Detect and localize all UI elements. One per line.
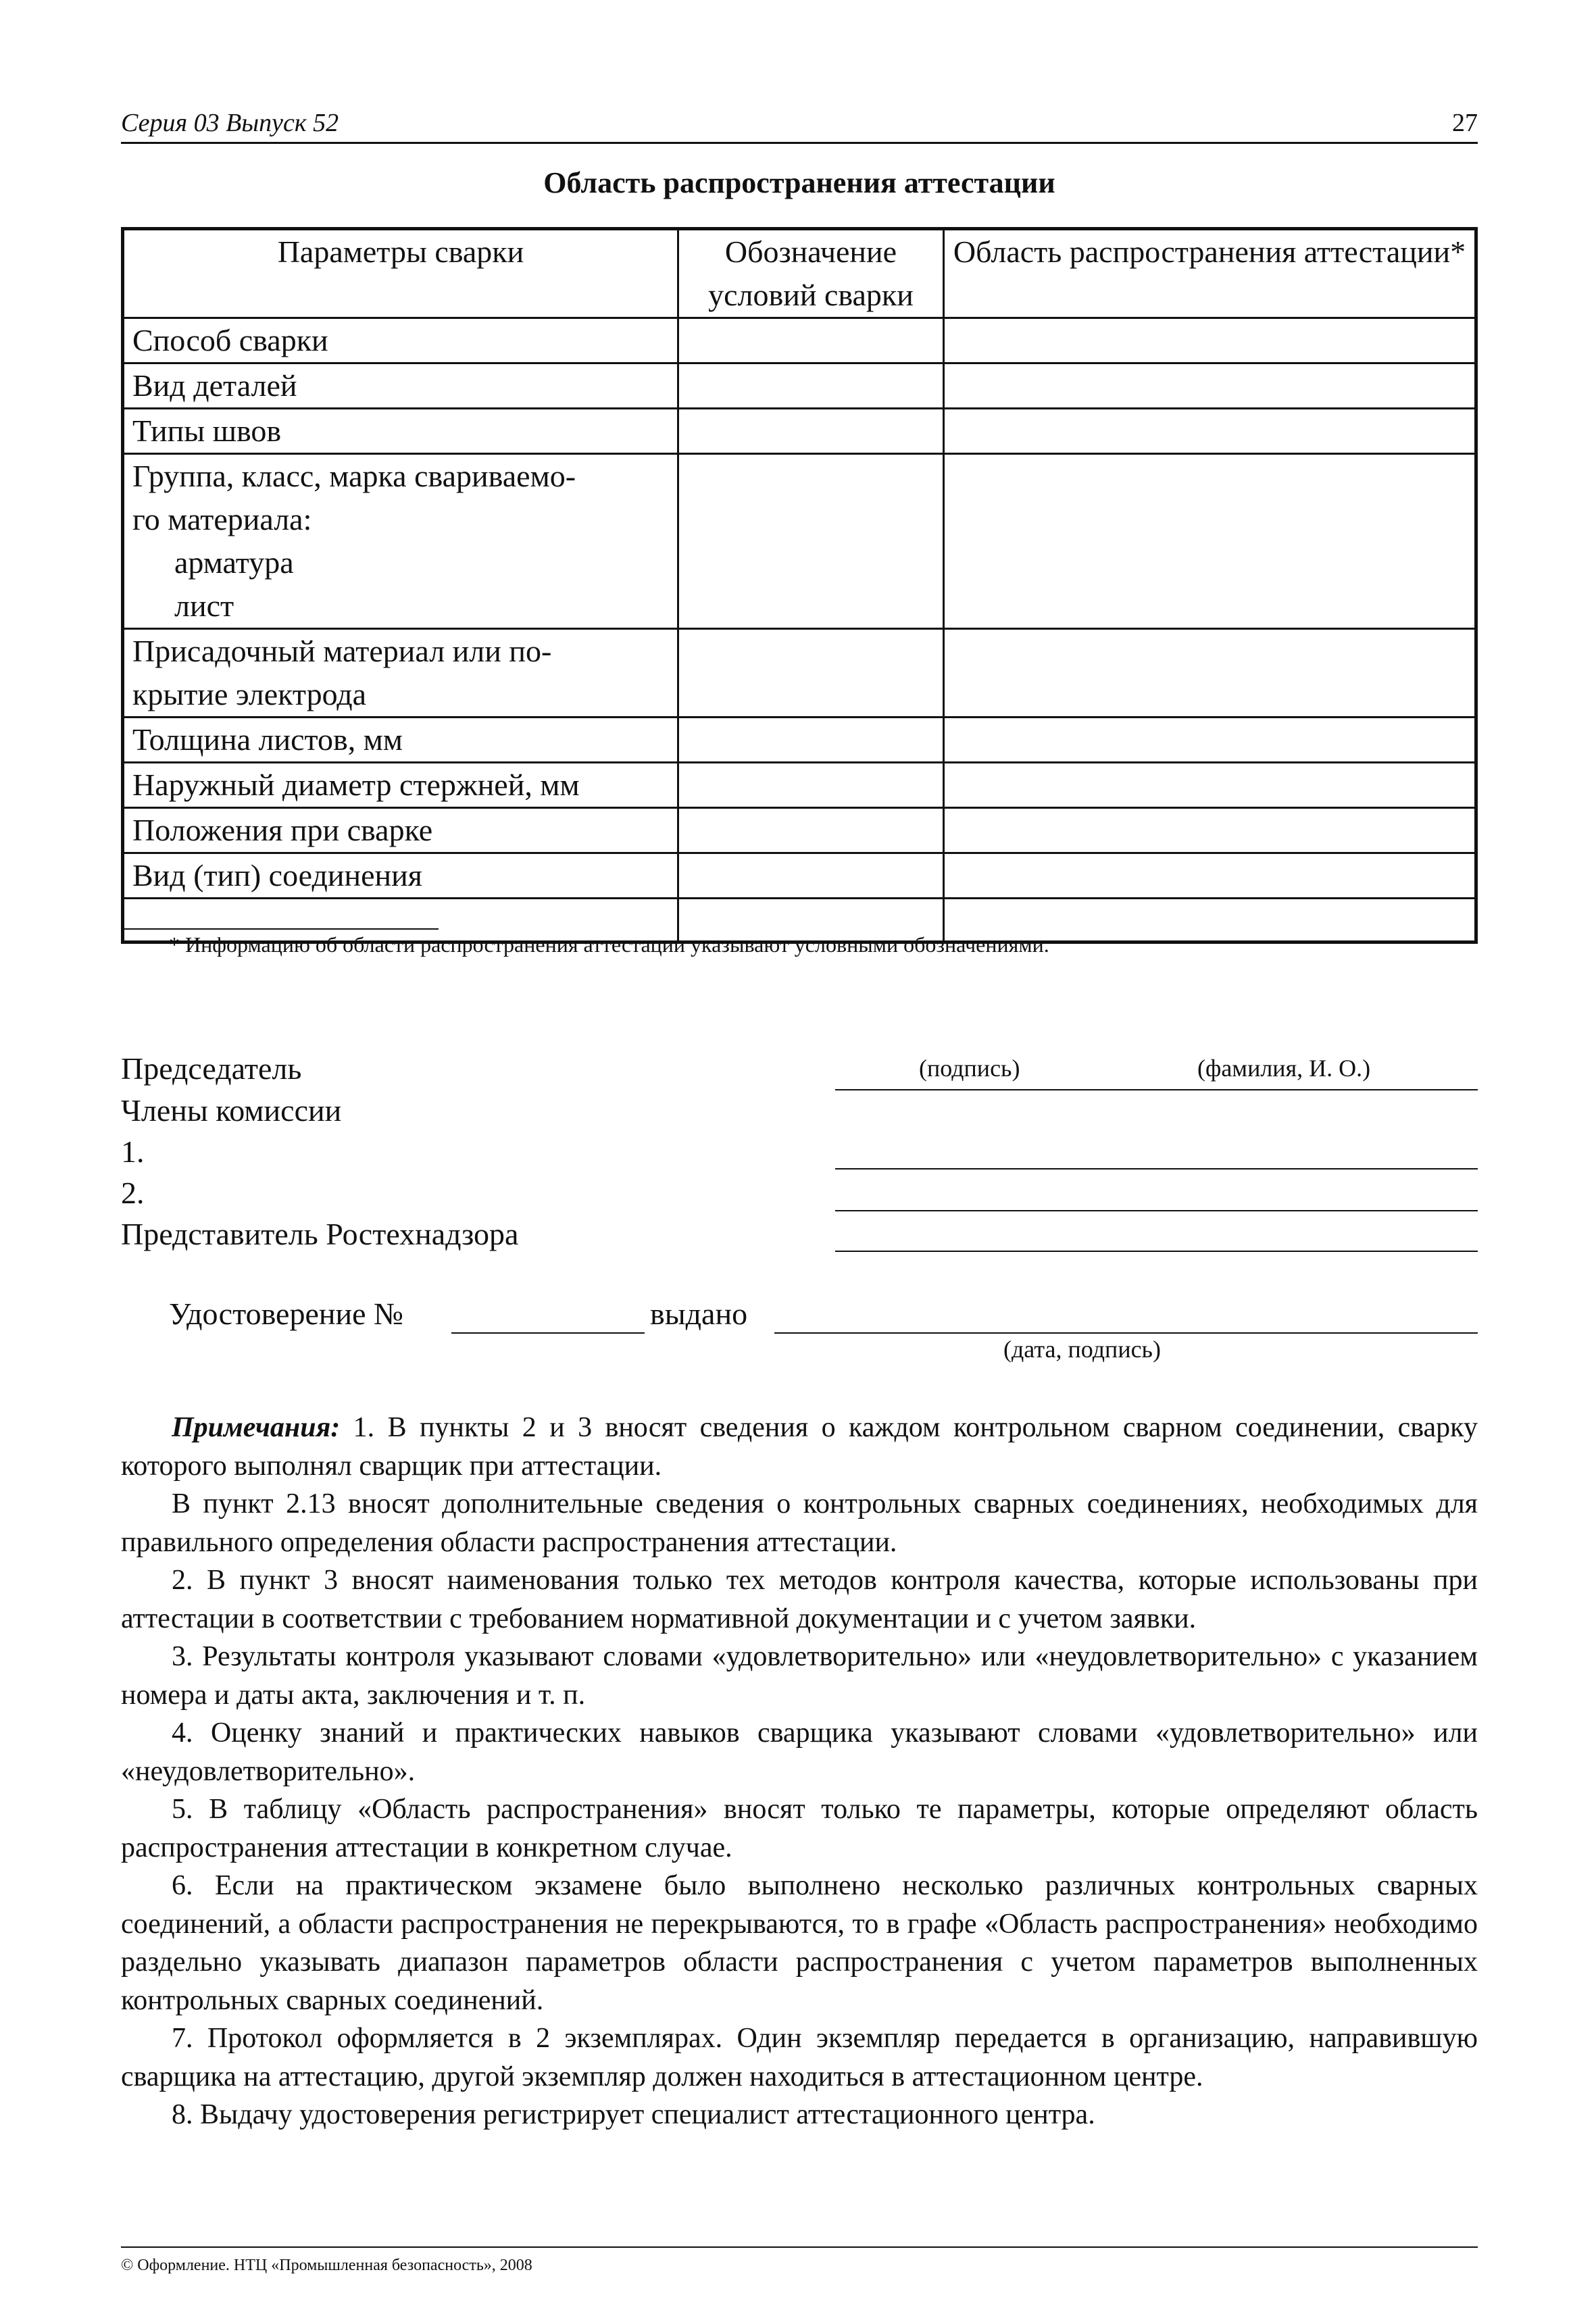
row-label-line: Присадочный материал или по- (132, 634, 552, 668)
row-label (123, 629, 678, 718)
table-row (123, 808, 1476, 853)
table-cell (944, 629, 1476, 718)
chairman-label: Председатель (121, 1051, 302, 1086)
table-cell (678, 629, 944, 718)
certificate-issued-label: выдано (650, 1297, 748, 1331)
attestation-scope-table (121, 227, 1478, 944)
row-label-line: крытие электрода (132, 677, 367, 711)
signature-caption: (подпись) (919, 1055, 1020, 1082)
table-row (123, 629, 1476, 718)
member-1-label: 1. (121, 1134, 145, 1169)
table-cell (678, 454, 944, 629)
note-item: В пункт 2.13 вносят дополнительные сведения о контрольных сварных соединениях, необходимых для правильного определения области распространения аттестации. (121, 1488, 1478, 1558)
series-header: Серия 03 Выпуск 52 (121, 109, 339, 137)
member-2-label: 2. (121, 1176, 145, 1210)
header-divider (121, 142, 1478, 144)
notes-section (121, 1409, 1478, 2134)
table-row (123, 318, 1476, 363)
rostekhnadzor-signature-line[interactable] (835, 1251, 1478, 1252)
row-label: Положения при сварке (123, 808, 678, 853)
date-signature-caption: (дата, подпись) (1003, 1336, 1161, 1363)
row-label: Способ сварки (123, 318, 678, 363)
page-title: Область распространения аттестации (543, 166, 1055, 199)
table-cell (944, 409, 1476, 454)
table-cell (944, 318, 1476, 363)
certificate-number-line[interactable] (451, 1332, 645, 1334)
table-cell (678, 318, 944, 363)
row-label: Толщина листов, мм (123, 718, 678, 763)
note-item: 6. Если на практическом экзамене было выполнено несколько различных контрольных сварных соединений, а области распространения не перекрываются, то в графе «Область распространения» необходимо раздельно указывать диапазон параметров области распространения с учетом параметров выполненных контрольных сварных соединений. (121, 1870, 1478, 2016)
note-item: 3. Результаты контроля указывают словами «удовлетворительно» или «неудовлетворительно» с указанием номера и даты акта, заключения и т. п. (121, 1641, 1478, 1711)
notes-label: Примечания: (172, 1412, 341, 1443)
footnote: * Информацию об области распространения аттестации указывают условными обозначениями. (169, 932, 1049, 957)
table-row (123, 454, 1476, 629)
page-number: 27 (1452, 109, 1478, 137)
footer-divider (121, 2246, 1478, 2248)
chairman-signature-line[interactable] (835, 1089, 1478, 1090)
column-header-scope: Область распространения аттестации* (944, 229, 1476, 318)
certificate-label: Удостоверение № (169, 1297, 403, 1331)
row-label: Типы швов (123, 409, 678, 454)
rostekhnadzor-label: Представитель Ростехнадзора (121, 1217, 519, 1251)
member-2-signature-line[interactable] (835, 1210, 1478, 1211)
row-sublabel: лист (174, 588, 234, 623)
commission-members-label: Члены комиссии (121, 1093, 342, 1128)
row-label (123, 454, 678, 629)
row-label-line: Группа, класс, марка свариваемо- (132, 459, 576, 493)
note-item: 4. Оценку знаний и практических навыков сварщика указывают словами «удовлетворительно» или «неудовлетворительно». (121, 1717, 1478, 1787)
note-item: Примечания: 1. В пункты 2 и 3 вносят сведения о каждом контрольном сварном соединении, сварку которого выполнял сварщик при аттестации. (121, 1412, 1478, 1482)
table-cell (678, 853, 944, 899)
table-row (123, 853, 1476, 899)
note-item: 5. В таблицу «Область распространения» вносят только те параметры, которые определяют область распространения аттестации в конкретном случае. (121, 1794, 1478, 1863)
table-row (123, 763, 1476, 808)
note-item: 8. Выдачу удостоверения регистрирует специалист аттестационного центра. (172, 2099, 1095, 2130)
note-item: 7. Протокол оформляется в 2 экземплярах. Один экземпляр передается в организацию, направившую сварщика на аттестацию, другой экземпляр должен находиться в аттестационном центре. (121, 2023, 1478, 2092)
table-cell (678, 808, 944, 853)
row-label-line: го материала: (132, 502, 312, 536)
table-cell (944, 718, 1476, 763)
column-header-designation: Обозначение условий сварки (678, 229, 944, 318)
table-cell (944, 808, 1476, 853)
table-cell (678, 409, 944, 454)
table-header-row (123, 229, 1476, 318)
table-row (123, 718, 1476, 763)
table-cell (944, 363, 1476, 409)
table-cell (678, 363, 944, 409)
certificate-issued-line[interactable] (774, 1332, 1478, 1334)
column-header-parameters: Параметры сварки (123, 229, 678, 318)
table-cell (944, 853, 1476, 899)
note-item: 2. В пункт 3 вносят наименования только тех методов контроля качества, которые использованы при аттестации в соответствии с требованием нормативной документации и с учетом заявки. (121, 1565, 1478, 1634)
table-row (123, 363, 1476, 409)
table-row (123, 409, 1476, 454)
row-label: Вид (тип) соединения (123, 853, 678, 899)
row-label: Наружный диаметр стержней, мм (123, 763, 678, 808)
table-cell (678, 763, 944, 808)
table-cell (944, 763, 1476, 808)
table-cell (678, 718, 944, 763)
copyright-footer: © Оформление. НТЦ «Промышленная безопасность», 2008 (121, 2257, 532, 2274)
row-sublabel: арматура (174, 545, 294, 580)
row-label: Вид деталей (123, 363, 678, 409)
footnote-divider (121, 928, 439, 930)
member-1-signature-line[interactable] (835, 1168, 1478, 1169)
table-cell (944, 454, 1476, 629)
name-caption: (фамилия, И. О.) (1197, 1055, 1371, 1082)
